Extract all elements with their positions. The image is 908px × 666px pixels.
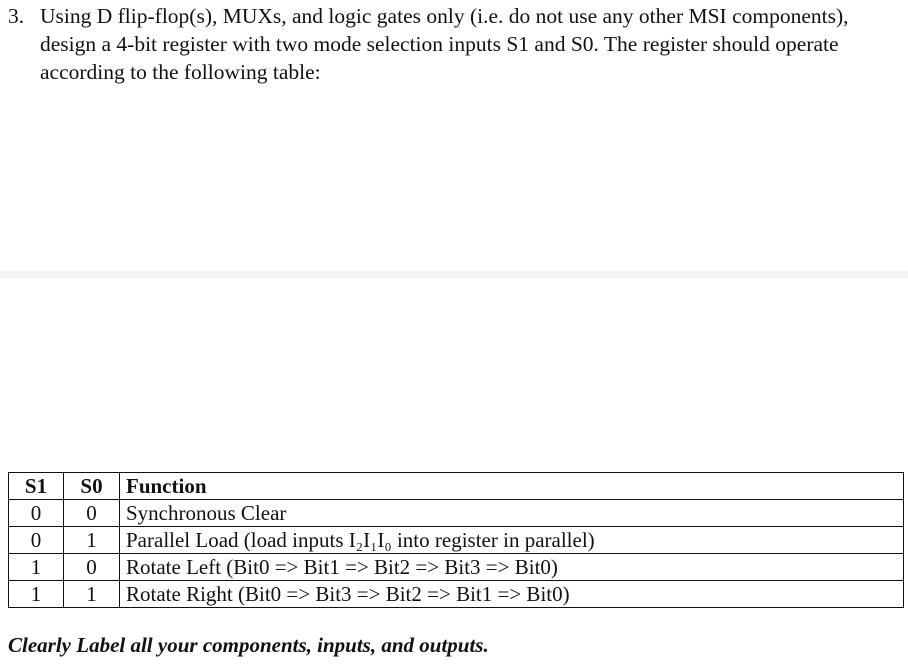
instruction-note: Clearly Label all your components, inputs, and outputs. <box>8 633 489 657</box>
question-block <box>8 2 906 86</box>
question-line-2: design a 4-bit register with two mode selection inputs S1 and S0. The register should operate <box>40 32 839 56</box>
cell-function: Rotate Left (Bit0 => Bit1 => Bit2 => Bit3 => Bit0) <box>120 554 904 581</box>
cell-s0: 1 <box>64 581 120 608</box>
cell-function: Rotate Right (Bit0 => Bit3 => Bit2 => Bit1 => Bit0) <box>120 581 904 608</box>
cell-function: Parallel Load (load inputs I₂I₁I₀ into register in parallel) <box>120 527 904 554</box>
cell-s1: 1 <box>9 581 64 608</box>
table-row <box>9 581 904 608</box>
cell-function: Synchronous Clear <box>120 500 904 527</box>
question-text <box>40 2 906 86</box>
question-line-1: Using D flip-flop(s), MUXs, and logic gates only (i.e. do not use any other MSI components), <box>40 4 849 28</box>
question-line-3: according to the following table: <box>40 60 321 84</box>
table-header-row <box>9 473 904 500</box>
table-row <box>9 554 904 581</box>
section-divider <box>0 271 908 278</box>
header-s1: S1 <box>9 473 64 500</box>
cell-s1: 1 <box>9 554 64 581</box>
cell-s0: 0 <box>64 554 120 581</box>
cell-s1: 0 <box>9 527 64 554</box>
header-function: Function <box>120 473 904 500</box>
question-number: 3. <box>8 4 25 28</box>
table-row <box>9 527 904 554</box>
cell-s1: 0 <box>9 500 64 527</box>
cell-s0: 1 <box>64 527 120 554</box>
header-s0: S0 <box>64 473 120 500</box>
table-row <box>9 500 904 527</box>
cell-s0: 0 <box>64 500 120 527</box>
mode-selection-table <box>8 472 904 608</box>
